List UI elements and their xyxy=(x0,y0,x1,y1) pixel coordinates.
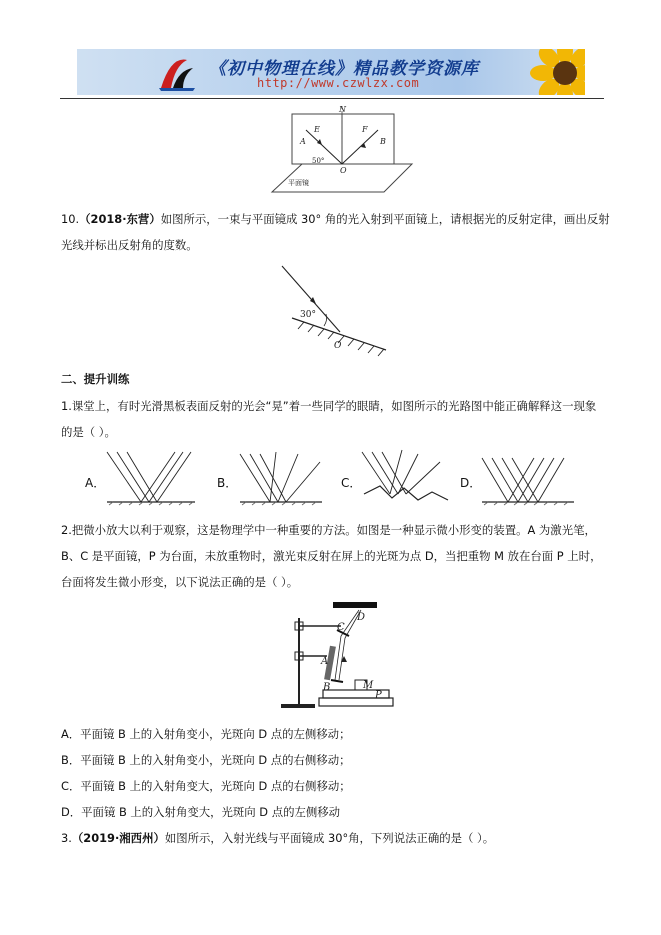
q2-line1: 2.把微小放大以利于观察，这是物理学中一种重要的方法。如图是一种显示微小形变的装置。A 为激光笔， xyxy=(61,523,596,537)
q2-line3: 台面将发生微小形变，以下说法正确的是（ ）。 xyxy=(61,575,299,589)
q3-number: 3. xyxy=(61,831,72,845)
label-A: A xyxy=(300,137,306,146)
q1-option-d-diagram xyxy=(478,450,578,505)
q2-label-B: B xyxy=(323,682,331,693)
q1-line2: 的是（ ）。 xyxy=(61,425,116,439)
q10-source: （2018·东营） xyxy=(79,212,161,226)
label-mirror: 平面镜 xyxy=(288,179,309,187)
label-F: F xyxy=(362,125,368,134)
q1-option-c-diagram xyxy=(358,448,453,503)
section-heading: 二、提升训练 xyxy=(61,372,130,386)
q1-option-a-diagram xyxy=(103,450,198,505)
q3-line xyxy=(61,831,494,845)
q2-label-P: P xyxy=(375,690,382,701)
q2-label-C: C xyxy=(337,622,345,633)
q1-line1: 1.课堂上，有时光滑黑板表面反射的光会“晃”着一些同学的眼睛，如图所示的光路图中能正确解释这一现象 xyxy=(61,399,597,413)
header-divider xyxy=(60,98,604,99)
q3-source: （2019·湘西州） xyxy=(71,831,165,845)
q10-number: 10. xyxy=(61,212,80,226)
q10-line2: 光线并标出反射角的度数。 xyxy=(61,238,198,252)
q1-option-b-diagram xyxy=(236,450,326,505)
figure-q2-apparatus xyxy=(277,600,387,712)
q1-option-c-label: C． xyxy=(341,476,362,490)
logo-icon xyxy=(157,52,197,92)
q2-choice-a: A．平面镜 B 上的入射角变小，光斑向 D 点的左侧移动； xyxy=(61,727,351,741)
sunflower-icon xyxy=(525,49,585,95)
q2-label-D: D xyxy=(357,612,366,623)
q2-line2: B、C 是平面镜，P 为台面，未放重物时，激光束反射在屏上的光斑为点 D，当把重物 M 放在台面 P 上时， xyxy=(61,549,602,563)
q10-line1 xyxy=(61,212,610,226)
label-O: O xyxy=(340,166,347,175)
q2-label-A: A xyxy=(321,656,329,667)
header-banner xyxy=(77,49,585,95)
label-angle: 50° xyxy=(312,157,325,165)
label-E: E xyxy=(314,125,320,134)
q3-text: 如图所示，入射光线与平面镜成 30°角，下列说法正确的是（ ）。 xyxy=(164,831,495,845)
figure-q10-mirror xyxy=(278,262,398,357)
q2-choice-b: B．平面镜 B 上的入射角变小，光斑向 D 点的右侧移动； xyxy=(61,753,351,767)
banner-url: http://www.czwlzx.com xyxy=(257,76,420,90)
q1-option-d-label: D． xyxy=(460,476,482,490)
label-B: B xyxy=(380,137,386,146)
q1-option-a-label: A． xyxy=(85,476,106,490)
label-N: N xyxy=(339,105,346,114)
banner-title: 《初中物理在线》精品教学资源库 xyxy=(209,59,479,79)
q2-choice-c: C．平面镜 B 上的入射角变大，光斑向 D 点的右侧移动； xyxy=(61,779,351,793)
q10-angle-label: 30° xyxy=(300,310,316,320)
figure-reflection-apparatus xyxy=(262,102,422,197)
q2-choice-d: D．平面镜 B 上的入射角变大，光斑向 D 点的左侧移动 xyxy=(61,805,341,819)
q2-label-M: M xyxy=(363,680,374,691)
q10-text: 如图所示，一束与平面镜成 30° 角的光入射到平面镜上，请根据光的反射定律，画出反射 xyxy=(160,212,610,226)
q10-point-label: O xyxy=(334,341,342,351)
q1-option-b-label: B． xyxy=(217,476,238,490)
